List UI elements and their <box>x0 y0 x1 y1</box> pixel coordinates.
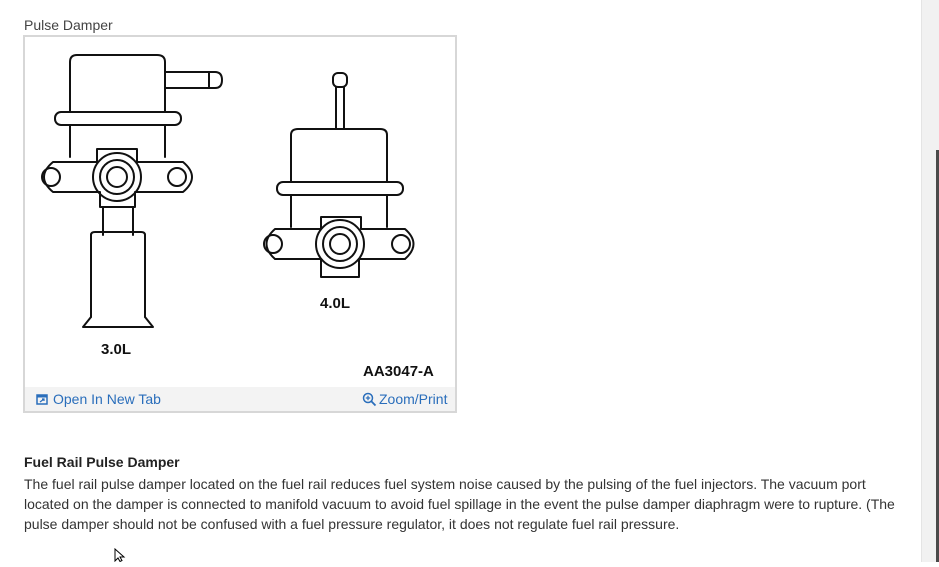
figure-toolbar <box>25 387 455 411</box>
figure-frame <box>23 35 457 413</box>
external-tab-icon <box>36 393 49 406</box>
damper-3-0l-drawing <box>42 55 222 327</box>
zoom-print-link[interactable] <box>362 391 447 407</box>
figure-reference-code: AA3047-A <box>363 363 434 380</box>
magnifier-plus-icon <box>362 392 377 407</box>
label-4-0l: 4.0L <box>320 295 351 312</box>
label-3-0l: 3.0L <box>101 341 132 358</box>
figure-caption: Pulse Damper <box>24 17 113 33</box>
open-in-new-tab-link[interactable] <box>36 391 161 407</box>
article-paragraph: The fuel rail pulse damper located on the fuel rail reduces fuel system noise caused by the pulsing of the fuel injectors. The vacuum port located on the damper is connected to manifold vacuum to avoid fuel spillage in the event the pulse damper diaphragm were to rupture. (The pulse damper should not be confused with a fuel pressure regulator, it does not regulate fuel rail pressure. <box>24 476 895 532</box>
damper-4-0l-drawing <box>264 73 414 277</box>
section-title: Fuel Rail Pulse Damper <box>24 454 180 470</box>
zoom-print-label: Zoom/Print <box>379 391 448 407</box>
pulse-damper-diagram <box>25 37 455 387</box>
mouse-pointer-icon <box>114 548 126 567</box>
open-in-new-tab-label: Open In New Tab <box>53 391 161 407</box>
